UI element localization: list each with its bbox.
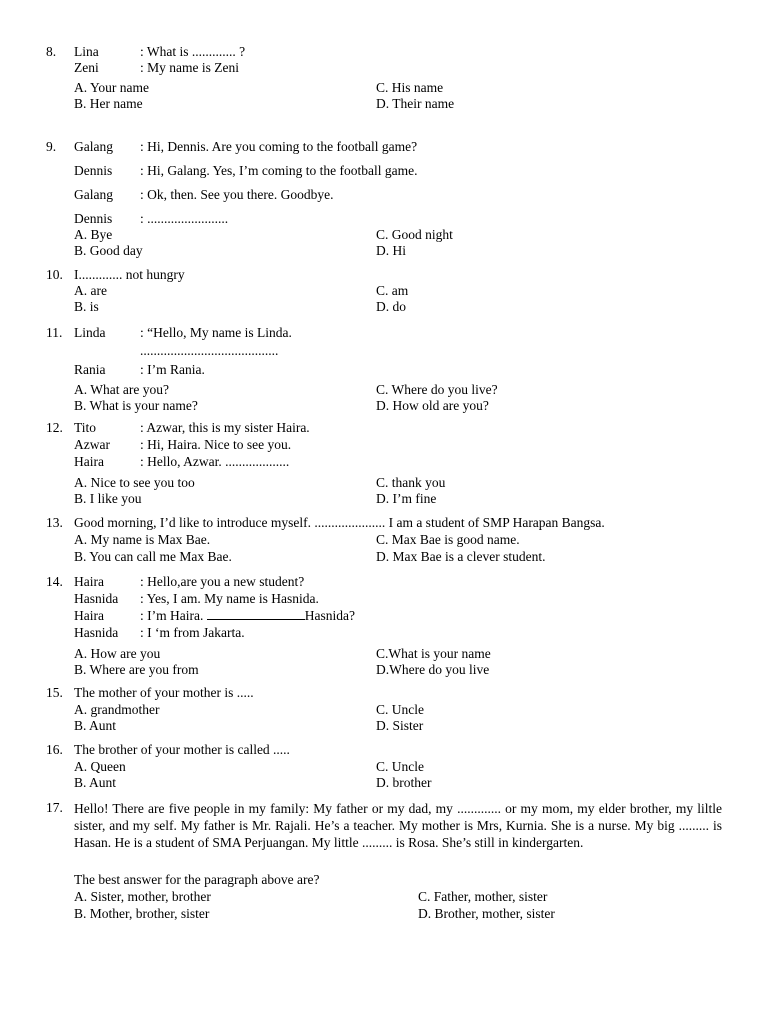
question-number: 11.	[46, 325, 63, 340]
question-12	[0, 420, 768, 507]
speaker: Linda	[74, 325, 106, 340]
speaker: Galang	[74, 139, 113, 154]
dialogue-line: : I’m Haira. Hasnida?	[140, 608, 355, 623]
option-b[interactable]: B. I like you	[74, 491, 142, 506]
question-stem: The brother of your mother is called .....	[74, 742, 290, 757]
option-d[interactable]: D. I’m fine	[376, 491, 437, 506]
question-stem: The mother of your mother is .....	[74, 685, 254, 700]
speaker: Tito	[74, 420, 97, 435]
option-c[interactable]: C. Uncle	[376, 759, 424, 774]
question-stem: The best answer for the paragraph above are?	[74, 872, 320, 887]
option-a[interactable]: A. Queen	[74, 759, 126, 774]
question-number: 13.	[46, 515, 63, 530]
option-d[interactable]: D. Brother, mother, sister	[418, 906, 555, 921]
question-9	[0, 139, 768, 259]
question-17	[0, 800, 768, 921]
option-c[interactable]: C. Good night	[376, 227, 453, 242]
option-d[interactable]: D. Max Bae is a clever student.	[376, 549, 546, 564]
speaker: Lina	[74, 44, 99, 59]
option-c[interactable]: C.What is your name	[376, 646, 491, 661]
option-b[interactable]: B. Mother, brother, sister	[74, 906, 210, 921]
option-c[interactable]: C. thank you	[376, 475, 446, 490]
option-a[interactable]: A. How are you	[74, 646, 161, 661]
speaker: Haira	[74, 454, 104, 469]
option-b[interactable]: B. What is your name?	[74, 398, 198, 413]
reading-paragraph: Hello! There are five people in my family: My father or my dad, my ............. or my mom, my elder brother, my liltle sister, and my self. My father is Mr. Rajali. He’s a teacher. My mother is Mrs, Kurnia. She is a nurse. My big ......... is Hasan. He is a student of SMA Perjuangan. My little ......... is Rosa. She’s still in kindergarten.	[74, 801, 722, 850]
option-d[interactable]: D. How old are you?	[376, 398, 489, 413]
question-number: 14.	[46, 574, 63, 589]
option-d[interactable]: D. brother	[376, 775, 432, 790]
option-b[interactable]: B. Aunt	[74, 718, 117, 733]
dialogue-line: : My name is Zeni	[140, 60, 239, 75]
speaker: Dennis	[74, 211, 113, 226]
speaker: Dennis	[74, 163, 113, 178]
option-d[interactable]: D.Where do you live	[376, 662, 490, 677]
dialogue-line: : Hello,are you a new student?	[140, 574, 305, 589]
dialogue-line: : I ‘m from Jakarta.	[140, 625, 245, 640]
option-a[interactable]: A. grandmother	[74, 702, 160, 717]
dialogue-line: : Hi, Galang. Yes, I’m coming to the football game.	[140, 163, 418, 178]
option-d[interactable]: D. Their name	[376, 96, 455, 111]
option-a[interactable]: A. Your name	[74, 80, 150, 95]
question-14	[0, 574, 768, 678]
question-number: 17.	[46, 800, 63, 815]
speaker: Hasnida	[74, 625, 119, 640]
option-a[interactable]: A. Bye	[74, 227, 113, 242]
option-c[interactable]: C. Where do you live?	[376, 382, 498, 397]
question-number: 12.	[46, 420, 63, 435]
dialogue-line: : ........................	[140, 211, 229, 226]
answer-blank[interactable]	[207, 608, 305, 620]
option-b[interactable]: B. Aunt	[74, 775, 117, 790]
dialogue-line: : What is ............. ?	[140, 44, 246, 59]
speaker: Haira	[74, 608, 104, 623]
question-number: 16.	[46, 742, 63, 757]
option-c[interactable]: C. Max Bae is good name.	[376, 532, 520, 547]
question-number: 10.	[46, 267, 63, 282]
option-a[interactable]: A. My name is Max Bae.	[74, 532, 211, 547]
option-c[interactable]: C. am	[376, 283, 409, 298]
question-8	[0, 44, 768, 112]
dialogue-line: : Hi, Dennis. Are you coming to the football game?	[140, 139, 418, 154]
question-number: 9.	[46, 139, 57, 154]
option-a[interactable]: A. are	[74, 283, 107, 298]
dialogue-line: : Hi, Haira. Nice to see you.	[140, 437, 292, 452]
option-a[interactable]: A. Nice to see you too	[74, 475, 195, 490]
dialogue-line: : Hello, Azwar. ...................	[140, 454, 290, 469]
question-13	[0, 515, 768, 565]
dialogue-line: : Ok, then. See you there. Goodbye.	[140, 187, 334, 202]
question-stem: Good morning, I’d like to introduce myself. ..................... I am a student of SMP Harapan Bangsa.	[74, 515, 605, 530]
dialogue-line: : “Hello, My name is Linda.	[140, 325, 292, 340]
speaker: Zeni	[74, 60, 99, 75]
option-d[interactable]: D. do	[376, 299, 406, 314]
question-10	[0, 267, 768, 315]
option-a[interactable]: A. Sister, mother, brother	[74, 889, 211, 904]
option-c[interactable]: C. His name	[376, 80, 444, 95]
speaker: Galang	[74, 187, 113, 202]
dialogue-line: : Yes, I am. My name is Hasnida.	[140, 591, 319, 606]
dialogue-line: : I’m Rania.	[140, 362, 205, 377]
dialogue-line: : Azwar, this is my sister Haira.	[140, 420, 310, 435]
option-a[interactable]: A. What are you?	[74, 382, 169, 397]
question-stem: I............. not hungry	[74, 267, 185, 282]
option-d[interactable]: D. Hi	[376, 243, 406, 258]
option-b[interactable]: B. is	[74, 299, 99, 314]
question-number: 8.	[46, 44, 57, 59]
question-15	[0, 685, 768, 734]
option-d[interactable]: D. Sister	[376, 718, 424, 733]
option-b[interactable]: B. Where are you from	[74, 662, 199, 677]
speaker: Azwar	[74, 437, 110, 452]
speaker: Hasnida	[74, 591, 119, 606]
option-b[interactable]: B. Her name	[74, 96, 143, 111]
option-c[interactable]: C. Father, mother, sister	[418, 889, 548, 904]
question-number: 15.	[46, 685, 63, 700]
option-b[interactable]: B. You can call me Max Bae.	[74, 549, 232, 564]
option-b[interactable]: B. Good day	[74, 243, 143, 258]
speaker: Rania	[74, 362, 106, 377]
option-c[interactable]: C. Uncle	[376, 702, 424, 717]
dialogue-blank: .........................................	[140, 343, 279, 358]
speaker: Haira	[74, 574, 104, 589]
question-11	[0, 325, 768, 414]
question-16	[0, 742, 768, 791]
